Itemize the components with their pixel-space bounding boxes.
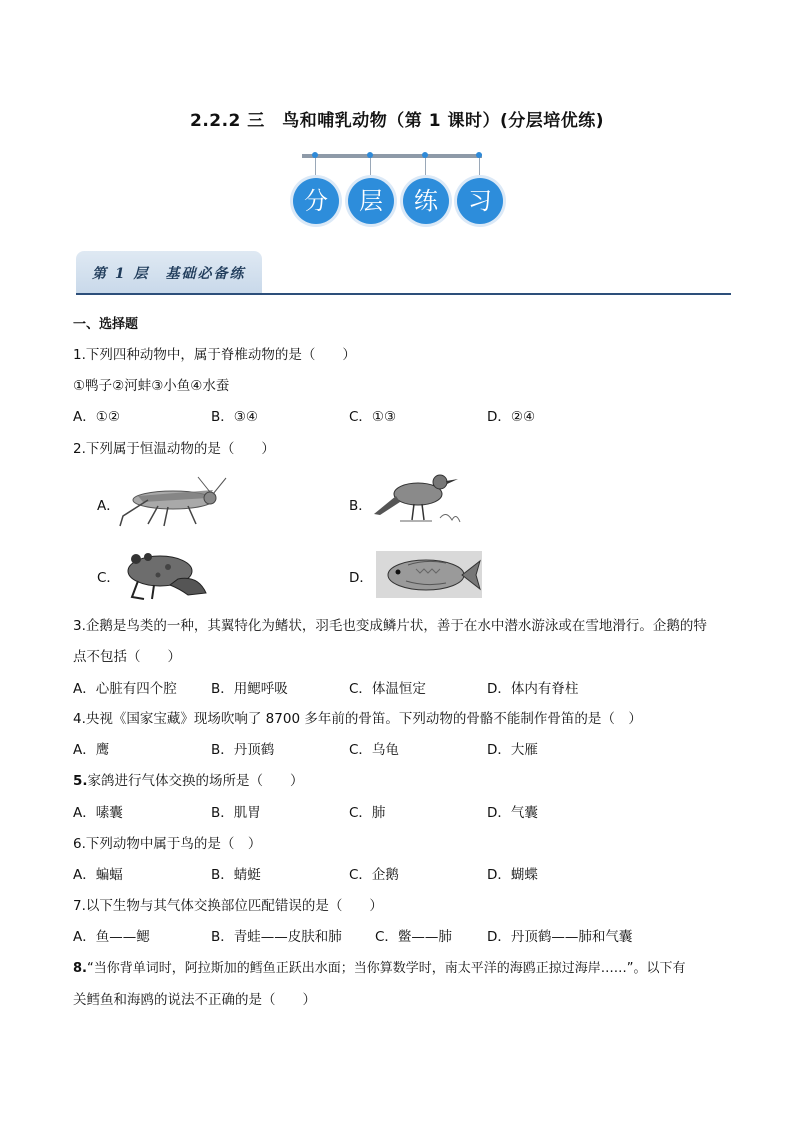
question-1-stem: 1.下列四种动物中，属于脊椎动物的是（ ）: [73, 347, 356, 363]
question-3-option-a[interactable]: A．心脏有四个腔: [73, 681, 177, 697]
banner-char: 练: [403, 178, 449, 224]
question-7-option-a[interactable]: A．鱼——鳃: [73, 929, 150, 945]
banner-stem: [479, 158, 480, 180]
question-1-option-a[interactable]: A．①②: [73, 409, 120, 425]
question-4-stem: 4.央视《国家宝藏》现场吹响了 8700 多年前的骨笛。下列动物的骨骼不能制作骨笛的是（ ）: [73, 711, 642, 727]
question-7-option-c[interactable]: C．鳖——肺: [375, 929, 452, 945]
question-3-option-c[interactable]: C．体温恒定: [349, 681, 426, 697]
grasshopper-icon: [118, 472, 228, 530]
question-4-option-b[interactable]: B．丹顶鹤: [211, 742, 275, 758]
question-7-stem: 7.以下生物与其气体交换部位匹配错误的是（ ）: [73, 898, 383, 914]
question-1-option-d[interactable]: D．②④: [487, 409, 536, 425]
question-7-option-d[interactable]: D．丹顶鹤——肺和气囊: [487, 929, 633, 945]
frog-icon: [118, 545, 210, 603]
question-5-option-d[interactable]: D．气囊: [487, 805, 538, 821]
section-header-label: 第 1 层 基础必备练: [92, 266, 246, 282]
question-8-stem-line-2: 关鳕鱼和海鸥的说法不正确的是（ ）: [73, 992, 316, 1008]
question-2-option-c[interactable]: C．: [97, 570, 120, 586]
question-5-option-b[interactable]: B．肌胃: [211, 805, 261, 821]
question-2-stem: 2.下列属于恒温动物的是（ ）: [73, 441, 275, 457]
question-3-stem-line-2: 点不包括（ ）: [73, 649, 181, 665]
part-heading: 一、选择题: [73, 317, 139, 332]
banner-stem: [315, 158, 316, 180]
question-4-option-d[interactable]: D．大雁: [487, 742, 538, 758]
practice-banner: [290, 150, 505, 230]
banner-stem: [425, 158, 426, 180]
question-6-option-c[interactable]: C．企鹅: [349, 867, 399, 883]
banner-rail: [302, 154, 482, 158]
question-8-stem-line-1: [73, 957, 685, 976]
question-2-option-b[interactable]: B．: [349, 498, 372, 514]
question-5-option-a[interactable]: A．嗉囊: [73, 805, 123, 821]
question-7-option-b[interactable]: B．青蛙——皮肤和肺: [211, 929, 342, 945]
question-1-sub: ①鸭子②河蚌③小鱼④水蚕: [73, 378, 230, 394]
banner-char: 层: [348, 178, 394, 224]
question-2-option-a[interactable]: A．: [97, 498, 120, 514]
question-3-option-b[interactable]: B．用鳃呼吸: [211, 681, 288, 697]
question-6-stem: 6.下列动物中属于鸟的是（ ）: [73, 836, 262, 852]
question-5-text: 家鸽进行气体交换的场所是（ ）: [87, 773, 304, 789]
question-4-option-c[interactable]: C．乌龟: [349, 742, 399, 758]
question-5-number: 5.: [73, 773, 88, 789]
question-6-option-b[interactable]: B．蜻蜓: [211, 867, 261, 883]
banner-stem: [370, 158, 371, 180]
question-3-option-d[interactable]: D．体内有脊柱: [487, 681, 579, 697]
bird-icon: [370, 470, 465, 530]
section-header: [76, 251, 262, 293]
question-5-stem: [73, 769, 304, 789]
section-divider: [76, 293, 731, 295]
question-1-option-b[interactable]: B．③④: [211, 409, 258, 425]
question-8-number: 8.: [73, 961, 87, 976]
question-8-text: “当你背单词时，阿拉斯加的鳕鱼正跃出水面；当你算数学时，南太平洋的海鸥正掠过海岸……”。以下有: [86, 961, 686, 976]
banner-char: 习: [457, 178, 503, 224]
question-5-option-c[interactable]: C．肺: [349, 805, 386, 821]
question-2-option-d[interactable]: D．: [349, 570, 373, 586]
question-6-option-a[interactable]: A．蝙蝠: [73, 867, 123, 883]
question-6-option-d[interactable]: D．蝴蝶: [487, 867, 538, 883]
question-4-option-a[interactable]: A．鹰: [73, 742, 110, 758]
banner-char: 分: [293, 178, 339, 224]
question-3-stem-line-1: 3.企鹅是鸟类的一种，其翼特化为鳍状，羽毛也变成鳞片状，善于在水中潜水游泳或在雪地滑行。企鹅的特: [73, 618, 707, 634]
fish-icon: [376, 551, 482, 598]
question-1-option-c[interactable]: C．①③: [349, 409, 397, 425]
page-title: 2.2.2 三 鸟和哺乳动物（第 1 课时）(分层培优练): [189, 111, 605, 131]
